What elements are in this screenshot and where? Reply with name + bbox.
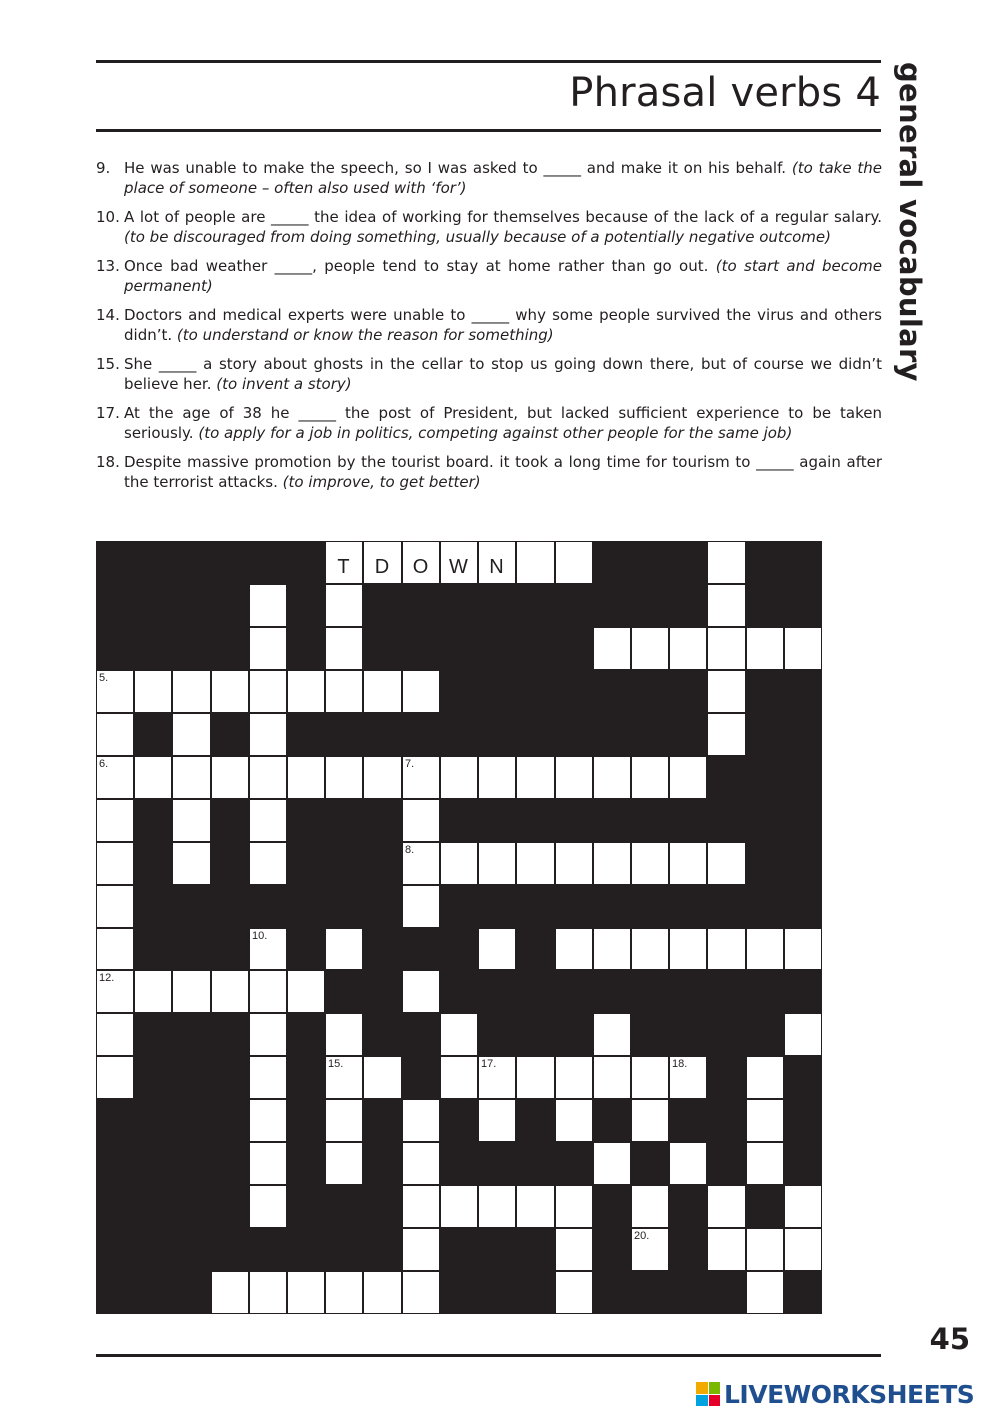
clue-text: A lot of people are _____ the idea of working for themselves because of the lack of a regular salary. [124, 208, 882, 226]
crossword-cell[interactable] [250, 1014, 286, 1055]
crossword-cell[interactable] [708, 1186, 745, 1227]
crossword-cell[interactable] [250, 585, 286, 626]
crossword-cell[interactable] [747, 1100, 783, 1141]
crossword-cell[interactable] [173, 714, 210, 755]
title-underline-rule [96, 129, 881, 132]
cell-number: 20. [634, 1230, 650, 1242]
crossword-cell[interactable] [250, 843, 286, 884]
crossword-cell[interactable] [403, 1100, 439, 1141]
clue-text: Doctors and medical experts were unable to _____ why some people survived the virus and others didn’t. [124, 306, 882, 344]
crossword-cell[interactable] [326, 929, 362, 969]
crossword-cell[interactable] [364, 542, 401, 583]
page-number: 45 [929, 1322, 970, 1356]
crossword-cell[interactable] [594, 1143, 630, 1184]
crossword-cell[interactable] [517, 542, 554, 583]
crossword-cell[interactable] [212, 971, 248, 1012]
clue-hint: (to understand or know the reason for something) [176, 326, 554, 344]
clue-number: 14. [96, 306, 120, 324]
clue-number: 13. [96, 257, 120, 275]
crossword-cell[interactable] [670, 628, 706, 669]
crossword-cell[interactable] [632, 929, 668, 969]
crossword-cell[interactable] [326, 1272, 362, 1313]
crossword-cell[interactable] [556, 843, 592, 884]
crossword-cell[interactable] [403, 886, 439, 927]
crossword-cell[interactable] [364, 1272, 401, 1313]
cell-letter: D [374, 556, 391, 578]
crossword-cell[interactable] [556, 542, 592, 583]
crossword-cell[interactable] [594, 843, 630, 884]
crossword-cell[interactable] [785, 929, 821, 969]
clue-text: Despite massive promotion by the tourist board. it took a long time for tourism to _____ again after the terrorist attacks. [124, 453, 882, 491]
top-rule [96, 60, 881, 63]
crossword-cell[interactable] [250, 628, 286, 669]
crossword-cell[interactable] [288, 757, 324, 798]
crossword-cell[interactable] [250, 929, 286, 969]
crossword-cell[interactable] [785, 1229, 821, 1270]
crossword-cell[interactable] [556, 1272, 592, 1313]
crossword-cell[interactable] [97, 1014, 133, 1055]
section-label: general vocabulary [893, 62, 927, 382]
cell-number: 17. [481, 1058, 497, 1070]
cell-number: 18. [672, 1058, 688, 1070]
crossword-cell[interactable] [747, 1057, 783, 1098]
crossword-cell[interactable] [403, 971, 439, 1012]
cell-number: 10. [252, 930, 268, 942]
cell-letter: N [489, 556, 505, 578]
crossword-cell[interactable] [326, 671, 362, 712]
crossword-cell[interactable] [403, 542, 439, 583]
crossword-cell[interactable] [173, 757, 210, 798]
crossword-cell[interactable] [556, 1186, 592, 1227]
clue-number: 17. [96, 404, 120, 422]
crossword-cell[interactable] [517, 1057, 554, 1098]
crossword-cell[interactable] [785, 1186, 821, 1227]
clue-list [96, 158, 882, 501]
crossword-cell[interactable] [250, 1100, 286, 1141]
crossword-cell[interactable] [556, 1057, 592, 1098]
crossword-cell[interactable] [594, 757, 630, 798]
crossword-cell[interactable] [479, 542, 515, 583]
crossword-cell[interactable] [594, 628, 630, 669]
clue-number: 15. [96, 355, 120, 373]
clue-body [124, 452, 882, 492]
clue-hint: (to invent a story) [216, 375, 352, 393]
crossword-cell[interactable] [632, 757, 668, 798]
crossword-cell[interactable] [403, 800, 439, 841]
crossword-cell[interactable] [212, 671, 248, 712]
crossword-cell[interactable] [326, 1100, 362, 1141]
crossword-cell[interactable] [403, 1272, 439, 1313]
clue-number: 10. [96, 208, 120, 226]
crossword-cell[interactable] [326, 1057, 362, 1098]
crossword-cell[interactable] [97, 757, 133, 798]
clue-item [96, 207, 882, 247]
clue-hint: (to be discouraged from doing something, usually because of a potentially negative outcome) [124, 228, 831, 246]
liveworksheets-logo-icon [696, 1382, 720, 1406]
crossword-cell[interactable] [708, 714, 745, 755]
crossword-cell[interactable] [556, 929, 592, 969]
crossword-cell[interactable] [97, 714, 133, 755]
crossword-cell[interactable] [250, 1143, 286, 1184]
clue-body [124, 256, 882, 296]
crossword-cell[interactable] [403, 1186, 439, 1227]
crossword-cell[interactable] [250, 971, 286, 1012]
crossword-cell[interactable] [135, 757, 171, 798]
crossword-cell[interactable] [708, 542, 745, 583]
crossword-cell[interactable] [97, 1057, 133, 1098]
clue-text: Once bad weather _____, people tend to stay at home rather than go out. [124, 257, 709, 275]
clue-text: At the age of 38 he _____ the post of President, but lacked sufficient experience to be taken seriously. [124, 404, 882, 442]
crossword-cell[interactable] [594, 929, 630, 969]
clue-hint: (to take the place of someone – often also used with ‘for’) [124, 159, 882, 197]
crossword-cell[interactable] [632, 843, 668, 884]
crossword-cell[interactable] [441, 542, 477, 583]
crossword-cell[interactable] [288, 671, 324, 712]
cell-number: 15. [328, 1058, 344, 1070]
crossword-cell[interactable] [785, 1014, 821, 1055]
crossword-cell[interactable] [97, 800, 133, 841]
crossword-cell[interactable] [403, 1229, 439, 1270]
cell-number: 7. [405, 758, 415, 770]
crossword-cell[interactable] [250, 800, 286, 841]
crossword-cell[interactable] [250, 714, 286, 755]
crossword-cell[interactable] [556, 1229, 592, 1270]
crossword-cell[interactable] [364, 671, 401, 712]
clue-item [96, 158, 882, 198]
crossword-cell[interactable] [326, 757, 362, 798]
cell-number: 8. [405, 844, 415, 856]
crossword-cell[interactable] [708, 585, 745, 626]
crossword-cell[interactable] [785, 628, 821, 669]
crossword-cell[interactable] [747, 929, 783, 969]
clue-body [124, 403, 882, 443]
crossword-cell[interactable] [747, 628, 783, 669]
bottom-rule [96, 1354, 881, 1357]
clue-hint: (to apply for a job in politics, competing against other people for the same job) [198, 424, 793, 442]
crossword-cell[interactable] [288, 1272, 324, 1313]
crossword-cell[interactable] [173, 800, 210, 841]
crossword-cell[interactable] [708, 671, 745, 712]
crossword-cell[interactable] [326, 1014, 362, 1055]
crossword-cell[interactable] [326, 542, 362, 583]
crossword-cell[interactable] [594, 1057, 630, 1098]
crossword-cell[interactable] [403, 843, 439, 884]
crossword-cell[interactable] [708, 929, 745, 969]
crossword-cell[interactable] [212, 1272, 248, 1313]
cell-letter: O [412, 556, 430, 578]
cell-letter: W [449, 556, 469, 578]
crossword-cell[interactable] [403, 671, 439, 712]
cell-number: 5. [99, 672, 109, 684]
clue-body [124, 158, 882, 198]
crossword-cell[interactable] [479, 757, 515, 798]
clue-number: 9. [96, 159, 111, 177]
crossword-cell[interactable] [250, 1057, 286, 1098]
clue-text: She _____ a story about ghosts in the cellar to stop us going down there, but of course we didn’t believe her. [124, 355, 882, 393]
crossword-cell[interactable] [135, 971, 171, 1012]
clue-body [124, 305, 882, 345]
crossword-cell[interactable] [517, 757, 554, 798]
crossword-cell[interactable] [364, 1057, 401, 1098]
crossword-cell[interactable] [632, 1186, 668, 1227]
crossword-cell[interactable] [250, 1272, 286, 1313]
crossword-cell[interactable] [670, 1057, 706, 1098]
clue-item [96, 305, 882, 345]
crossword-cell[interactable] [250, 757, 286, 798]
cell-number: 12. [99, 972, 115, 984]
crossword-cell[interactable] [517, 1186, 554, 1227]
crossword-cell[interactable] [747, 1272, 783, 1313]
crossword-cell[interactable] [441, 1186, 477, 1227]
clue-body [124, 354, 882, 394]
cell-number: 6. [99, 758, 109, 770]
watermark [696, 1379, 1000, 1409]
crossword-cell[interactable] [670, 1143, 706, 1184]
clue-hint: (to improve, to get better) [282, 473, 481, 491]
crossword-cell[interactable] [441, 757, 477, 798]
crossword-cell[interactable] [747, 1229, 783, 1270]
crossword-cell[interactable] [173, 971, 210, 1012]
crossword-cell[interactable] [441, 1014, 477, 1055]
clue-item [96, 354, 882, 394]
crossword-cell[interactable] [364, 757, 401, 798]
clue-item [96, 256, 882, 296]
crossword-cell[interactable] [97, 886, 133, 927]
crossword-cell[interactable] [97, 843, 133, 884]
crossword-cell[interactable] [326, 628, 362, 669]
crossword-cell[interactable] [479, 1100, 515, 1141]
crossword-cell[interactable] [708, 843, 745, 884]
clue-item [96, 452, 882, 492]
crossword-cell[interactable] [97, 929, 133, 969]
crossword-cell[interactable] [479, 929, 515, 969]
cell-letter: T [337, 556, 351, 578]
crossword-cell[interactable] [670, 929, 706, 969]
clue-hint: (to start and become permanent) [124, 257, 882, 295]
crossword-cell[interactable] [632, 1057, 668, 1098]
clue-item [96, 403, 882, 443]
crossword-cell[interactable] [556, 757, 592, 798]
crossword-cell[interactable] [212, 757, 248, 798]
crossword-cell[interactable] [632, 1100, 668, 1141]
crossword-cell[interactable] [441, 1057, 477, 1098]
crossword-cell[interactable] [326, 1143, 362, 1184]
crossword-cell[interactable] [441, 843, 477, 884]
crossword-cell[interactable] [747, 1143, 783, 1184]
crossword-cell[interactable] [173, 671, 210, 712]
clue-body [124, 207, 882, 247]
crossword-cell[interactable] [479, 1057, 515, 1098]
crossword-cell[interactable] [517, 843, 554, 884]
crossword-cell[interactable] [632, 1229, 668, 1270]
clue-number: 18. [96, 453, 120, 471]
page-title: Phrasal verbs 4 [569, 70, 881, 116]
crossword-cell[interactable] [670, 757, 706, 798]
watermark-text: LIVEWORKSHEETS [724, 1379, 975, 1409]
crossword-cell[interactable] [173, 843, 210, 884]
crossword-cell[interactable] [97, 671, 133, 712]
crossword-cell[interactable] [97, 971, 133, 1012]
crossword-cell[interactable] [250, 671, 286, 712]
crossword-cell[interactable] [250, 1186, 286, 1227]
crossword-cell[interactable] [708, 628, 745, 669]
crossword-cell[interactable] [403, 1143, 439, 1184]
crossword-cell[interactable] [403, 757, 439, 798]
clue-text: He was unable to make the speech, so I was asked to _____ and make it on his behalf. [124, 159, 787, 177]
crossword-cell[interactable] [594, 1014, 630, 1055]
crossword-cell[interactable] [556, 1100, 592, 1141]
crossword-cell[interactable] [479, 1186, 515, 1227]
crossword-cell[interactable] [632, 628, 668, 669]
crossword-cell[interactable] [479, 843, 515, 884]
crossword-cell[interactable] [288, 971, 324, 1012]
crossword-cell[interactable] [135, 671, 171, 712]
crossword-cell[interactable] [326, 585, 362, 626]
crossword-cell[interactable] [708, 1229, 745, 1270]
crossword-cell[interactable] [670, 843, 706, 884]
crossword-grid [96, 541, 822, 1314]
